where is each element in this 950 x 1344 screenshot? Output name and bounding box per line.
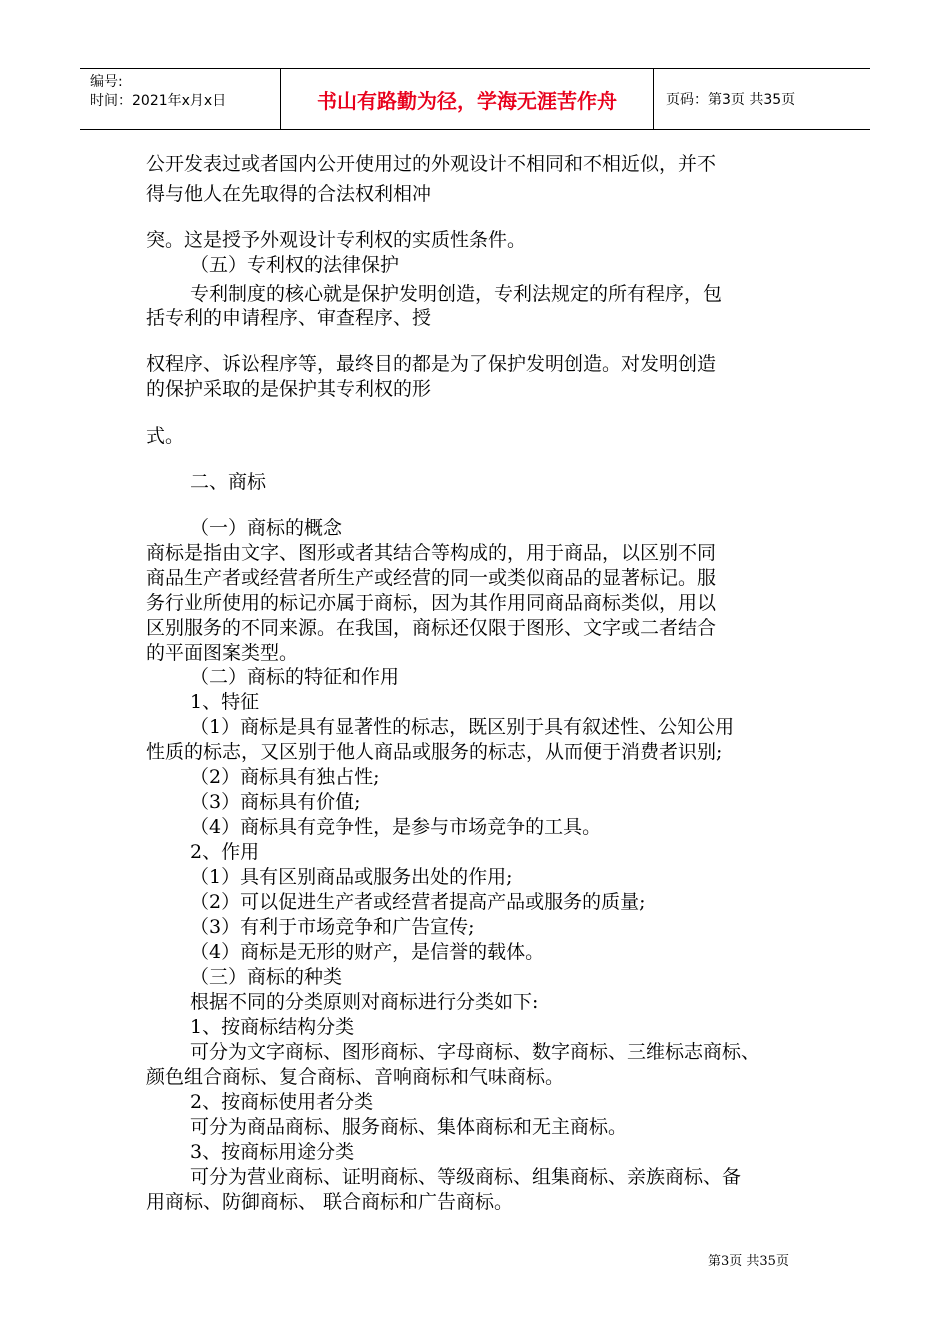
body-line: （1）具有区别商品或服务出处的作用;	[190, 866, 513, 888]
page-footer: 第3页 共35页	[708, 1254, 789, 1269]
body-line: （2）可以促进生产者或经营者提高产品或服务的质量;	[190, 891, 646, 913]
body-line: （3）有利于市场竞争和广告宣传;	[190, 916, 475, 938]
body-line: 突。这是授予外观设计专利权的实质性条件。	[146, 229, 527, 251]
body-line: 括专利的申请程序、审查程序、授	[146, 307, 432, 329]
body-line: 可分为商品商标、服务商标、集体商标和无主商标。	[190, 1116, 628, 1138]
section-heading: （三）商标的种类	[190, 966, 343, 988]
body-line: 得与他人在先取得的合法权利相冲	[146, 183, 432, 205]
sub-heading: 3、按商标用途分类	[190, 1141, 355, 1163]
body-line: （4）商标具有竞争性，是参与市场竞争的工具。	[190, 816, 602, 838]
sub-heading: 2、作用	[190, 841, 260, 863]
body-line: 区别服务的不同来源。在我国，商标还仅限于图形、文字或二者结合	[146, 617, 717, 639]
body-line: 的平面图案类型。	[146, 642, 299, 664]
date-label: 时间：2021年x月x日	[90, 93, 227, 109]
body-line: 专利制度的核心就是保护发明创造，专利法规定的所有程序，包	[190, 283, 723, 305]
body-line: （4）商标是无形的财产，是信誉的载体。	[190, 941, 545, 963]
body-line: 商标是指由文字、图形或者其结合等构成的，用于商品，以区别不同	[146, 542, 717, 564]
section-heading: （五）专利权的法律保护	[190, 254, 400, 276]
body-line: 商品生产者或经营者所生产或经营的同一或类似商品的显著标记。服	[146, 567, 717, 589]
section-heading: （二）商标的特征和作用	[190, 666, 400, 688]
serial-label: 编号:	[90, 74, 123, 90]
body-line: 务行业所使用的标记亦属于商标，因为其作用同商品商标类似，用以	[146, 592, 717, 614]
body-line: 权程序、诉讼程序等，最终目的都是为了保护发明创造。对发明创造	[146, 353, 717, 375]
body-line: 用商标、防御商标、 联合商标和广告商标。	[146, 1191, 514, 1213]
body-line: 可分为营业商标、证明商标、等级商标、组集商标、亲族商标、备	[190, 1166, 742, 1188]
section-heading: 二、商标	[190, 471, 267, 493]
body-line: 可分为文字商标、图形商标、字母商标、数字商标、三维标志商标、	[190, 1041, 761, 1063]
header-page-number: 页码：第3页 共35页	[666, 92, 796, 108]
header-motto: 书山有路勤为径，学海无涯苦作舟	[281, 69, 654, 129]
body-line: （2）商标具有独占性;	[190, 766, 380, 788]
body-line: 颜色组合商标、复合商标、音响商标和气味商标。	[146, 1066, 565, 1088]
header-meta-cell	[80, 69, 281, 129]
page-header	[80, 68, 870, 130]
body-line: 公开发表过或者国内公开使用过的外观设计不相同和不相近似，并不	[146, 153, 717, 175]
body-line: 性质的标志，又区别于他人商品或服务的标志，从而便于消费者识别;	[146, 741, 723, 763]
sub-heading: 2、按商标使用者分类	[190, 1091, 374, 1113]
body-line: 的保护采取的是保护其专利权的形	[146, 378, 432, 400]
sub-heading: 1、特征	[190, 691, 260, 713]
body-line: （1）商标是具有显著性的标志，既区别于具有叙述性、公知公用	[190, 716, 735, 738]
body-line: （3）商标具有价值;	[190, 791, 361, 813]
sub-heading: 1、按商标结构分类	[190, 1016, 355, 1038]
section-heading: （一）商标的概念	[190, 517, 343, 539]
body-line: 根据不同的分类原则对商标进行分类如下:	[190, 991, 539, 1013]
body-line: 式。	[146, 425, 185, 447]
